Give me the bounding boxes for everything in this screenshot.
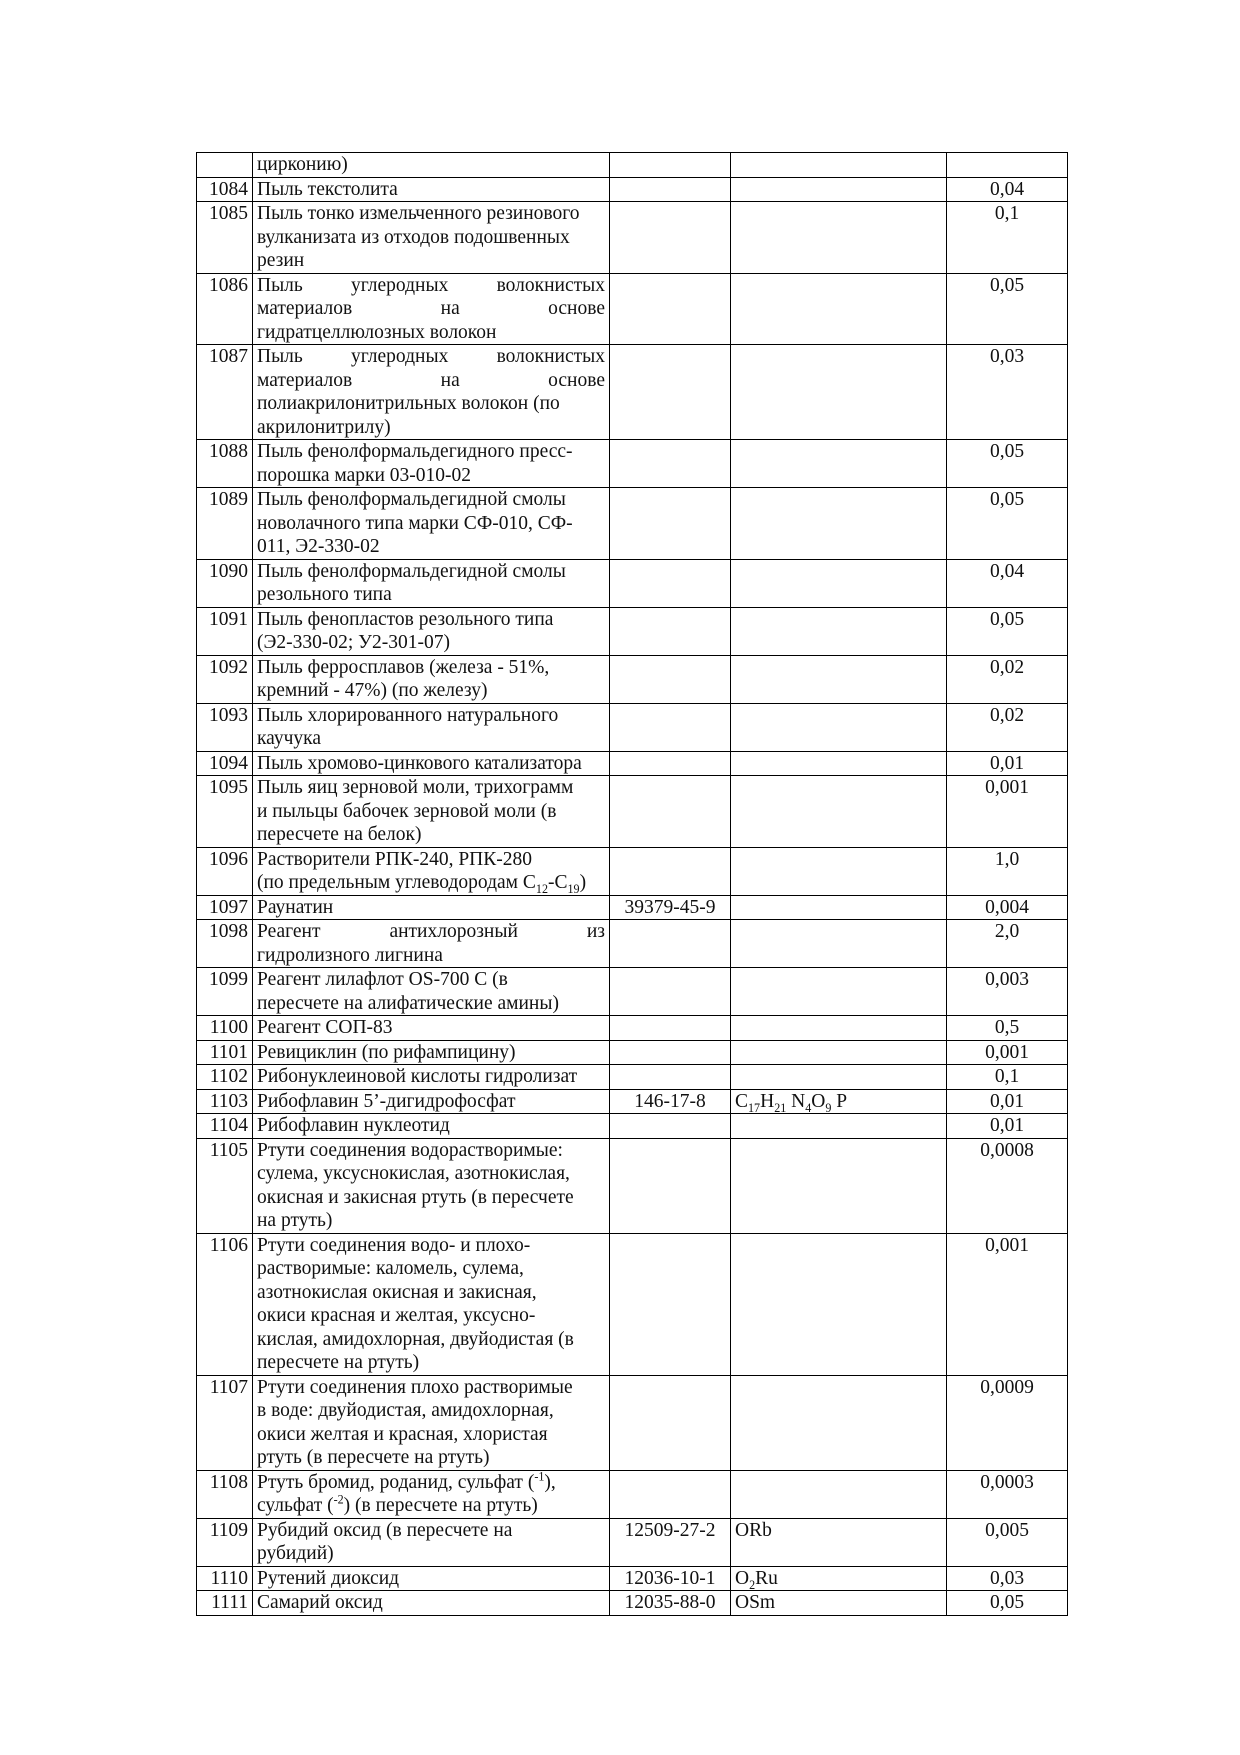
substance-name-line: гидролизного лигнина <box>257 944 443 966</box>
chemical-formula <box>731 847 947 895</box>
chemical-formula <box>731 895 947 920</box>
limit-value: 0,01 <box>947 751 1068 776</box>
substance-name-line: Растворители РПК-240, РПК-280 <box>257 848 533 870</box>
substance-name-line: 011, Э2-330-02 <box>257 536 380 557</box>
row-number: 1101 <box>197 1040 253 1065</box>
row-number: 1107 <box>197 1375 253 1470</box>
substance-name <box>253 751 610 776</box>
table-row <box>197 751 1068 776</box>
limit-value: 0,004 <box>947 895 1068 920</box>
substance-name-line: Рутений диоксид <box>257 1567 400 1589</box>
cas-number: 146-17-8 <box>610 1089 731 1114</box>
cas-number <box>610 751 731 776</box>
row-number: 1090 <box>197 559 253 607</box>
substance-name-line: Пыль фенолформальдегидной смолы <box>257 489 566 510</box>
chemical-formula: $C_{17}H_{21}$ $N_4O_9$ P <box>731 1089 947 1114</box>
substance-name <box>253 559 610 607</box>
substance-name <box>253 1114 610 1139</box>
substance-name <box>253 1518 610 1566</box>
substance-name-line: Ртути соединения водо- и плохо- <box>257 1234 531 1256</box>
substance-name-line: в воде: двуйодистая, амидохлорная, <box>257 1400 554 1421</box>
limit-value: 0,0008 <box>947 1138 1068 1233</box>
substance-name-line: материалов на основе <box>257 298 605 319</box>
substance-name <box>253 488 610 560</box>
limit-value: 0,04 <box>947 559 1068 607</box>
row-number: 1093 <box>197 703 253 751</box>
substance-name-line: Ртуть бромид, роданид, сульфат ($^{-1}$), <box>257 1469 556 1493</box>
limit-value: 0,03 <box>947 1566 1068 1591</box>
substance-name-line: пересчете на белок) <box>257 824 422 845</box>
substance-name-line: окисная и закисная ртуть (в пересчете <box>257 1186 574 1208</box>
row-number: 1105 <box>197 1138 253 1233</box>
substance-name <box>253 202 610 274</box>
substance-name <box>253 895 610 920</box>
substance-name-line: Ртути соединения водорастворимые: <box>257 1139 563 1161</box>
chemical-formula <box>731 345 947 440</box>
substance-name-line: рубидий) <box>257 1543 334 1564</box>
substance-name-line: Реагент антихлорозный из <box>257 921 605 942</box>
substance-name-line: Самарий оксид <box>257 1592 383 1613</box>
cas-number <box>610 153 731 178</box>
substance-name-line: Пыль углеродных волокнистых <box>257 274 605 296</box>
substance-name <box>253 1138 610 1233</box>
chemical-formula <box>731 1114 947 1139</box>
substance-name-line: окиси красная и желтая, уксусно- <box>257 1305 536 1326</box>
substance-name-line: кислая, амидохлорная, двуйодистая (в <box>257 1328 574 1350</box>
table-row <box>197 1233 1068 1375</box>
limit-value: 0,0009 <box>947 1375 1068 1470</box>
substance-name-line: Пыль фенолформальдегидной смолы <box>257 560 566 582</box>
substance-name <box>253 776 610 848</box>
cas-number: 12036-10-1 <box>610 1566 731 1591</box>
limit-value: 0,05 <box>947 1591 1068 1616</box>
substance-name-line: Пыль текстолита <box>257 178 398 200</box>
substance-name-line: растворимые: каломель, сулема, <box>257 1258 524 1279</box>
table-row <box>197 1591 1068 1616</box>
limit-value: 0,003 <box>947 968 1068 1016</box>
chemical-formula <box>731 655 947 703</box>
row-number: 1087 <box>197 345 253 440</box>
row-number: 1085 <box>197 202 253 274</box>
substances-table <box>196 152 1068 1616</box>
table-row <box>197 1470 1068 1518</box>
substance-name-line: Рибофлавин нуклеотид <box>257 1115 450 1136</box>
substance-name-line: (по предельным углеводородам $C_{12}-C_{19}$) <box>257 872 587 896</box>
chemical-formula <box>731 1065 947 1090</box>
substance-name-line: Рибонуклеиновой кислоты гидролизат <box>257 1066 578 1087</box>
substance-name <box>253 1470 610 1518</box>
substance-name-line: пересчете на алифатические амины) <box>257 992 559 1014</box>
row-number: 1094 <box>197 751 253 776</box>
chemical-formula: OSm <box>731 1591 947 1616</box>
substance-name-line: материалов на основе <box>257 369 605 391</box>
table-row <box>197 776 1068 848</box>
table-row <box>197 1089 1068 1114</box>
row-number: 1104 <box>197 1114 253 1139</box>
table-row <box>197 847 1068 895</box>
cas-number <box>610 1114 731 1139</box>
limit-value: 0,1 <box>947 1065 1068 1090</box>
row-number: 1102 <box>197 1065 253 1090</box>
row-number: 1088 <box>197 440 253 488</box>
table-row <box>197 488 1068 560</box>
table-row <box>197 202 1068 274</box>
row-number: 1097 <box>197 895 253 920</box>
limit-value: 0,001 <box>947 1233 1068 1375</box>
chemical-formula <box>731 1233 947 1375</box>
table-row <box>197 607 1068 655</box>
limit-value: 0,05 <box>947 488 1068 560</box>
substance-name <box>253 920 610 968</box>
limit-value: 0,001 <box>947 776 1068 848</box>
substance-name-line: Рибофлавин 5’-дигидрофосфат <box>257 1090 516 1112</box>
chemical-formula <box>731 153 947 178</box>
cas-number <box>610 1065 731 1090</box>
substance-name-line: Ртути соединения плохо растворимые <box>257 1376 573 1398</box>
cas-number <box>610 1233 731 1375</box>
cas-number <box>610 345 731 440</box>
limit-value: 0,01 <box>947 1114 1068 1139</box>
cas-number <box>610 1470 731 1518</box>
substance-name-line: Пыль хромово-цинкового катализатора <box>257 752 582 774</box>
limit-value: 0,01 <box>947 1089 1068 1114</box>
substance-name-line: азотнокислая окисная и закисная, <box>257 1281 537 1303</box>
cas-number <box>610 1375 731 1470</box>
table-row <box>197 1114 1068 1139</box>
row-number: 1106 <box>197 1233 253 1375</box>
limit-value: 2,0 <box>947 920 1068 968</box>
row-number: 1111 <box>197 1591 253 1616</box>
row-number: 1098 <box>197 920 253 968</box>
limit-value: 1,0 <box>947 847 1068 895</box>
limit-value: 0,02 <box>947 655 1068 703</box>
limit-value: 0,001 <box>947 1040 1068 1065</box>
chemical-formula <box>731 703 947 751</box>
row-number: 1108 <box>197 1470 253 1518</box>
cas-number <box>610 920 731 968</box>
chemical-formula <box>731 488 947 560</box>
chemical-formula <box>731 968 947 1016</box>
chemical-formula <box>731 273 947 345</box>
substance-name-line: Реагент лилафлот OS-700 С (в <box>257 969 508 990</box>
row-number <box>197 153 253 178</box>
row-number: 1096 <box>197 847 253 895</box>
substance-name-line: окиси желтая и красная, хлористая <box>257 1423 548 1445</box>
chemical-formula <box>731 177 947 202</box>
row-number: 1095 <box>197 776 253 848</box>
cas-number <box>610 273 731 345</box>
limit-value: 0,0003 <box>947 1470 1068 1518</box>
chemical-formula <box>731 607 947 655</box>
cas-number <box>610 655 731 703</box>
substance-name-line: на ртуть) <box>257 1210 333 1231</box>
chemical-formula <box>731 559 947 607</box>
substance-name <box>253 607 610 655</box>
substance-name <box>253 345 610 440</box>
chemical-formula <box>731 1040 947 1065</box>
table-row <box>197 1566 1068 1591</box>
substance-name-line: и пыльцы бабочек зерновой моли (в <box>257 800 557 822</box>
table-row <box>197 895 1068 920</box>
substance-name-line: Раунатин <box>257 896 334 918</box>
table-row <box>197 153 1068 178</box>
substance-name-line: порошка марки 03-010-02 <box>257 464 472 486</box>
table-row <box>197 655 1068 703</box>
cas-number <box>610 202 731 274</box>
substance-name <box>253 440 610 488</box>
limit-value: 0,1 <box>947 202 1068 274</box>
substance-name <box>253 1065 610 1090</box>
limit-value <box>947 153 1068 178</box>
cas-number: 12509-27-2 <box>610 1518 731 1566</box>
row-number: 1109 <box>197 1518 253 1566</box>
chemical-formula: $O_2Ru$ <box>731 1566 947 1591</box>
substance-name-line: Пыль фенолформальдегидного пресс- <box>257 441 573 462</box>
cas-number <box>610 559 731 607</box>
row-number: 1099 <box>197 968 253 1016</box>
substance-name-line: ртуть (в пересчете на ртуть) <box>257 1447 490 1468</box>
substance-name <box>253 1591 610 1616</box>
substance-name-line: Пыль хлорированного натурального <box>257 704 559 726</box>
substance-name-line: Пыль ферросплавов (железа - 51%, <box>257 656 550 678</box>
substance-name-line: акрилонитрилу) <box>257 416 391 438</box>
substance-name-line: Пыль фенопластов резольного типа <box>257 608 554 630</box>
substance-name-line: Рубидий оксид (в пересчете на <box>257 1519 513 1541</box>
substance-name <box>253 1233 610 1375</box>
substance-name <box>253 1016 610 1041</box>
chemical-formula <box>731 1016 947 1041</box>
table-row <box>197 1138 1068 1233</box>
cas-number <box>610 1138 731 1233</box>
substance-name-line: Пыль яиц зерновой моли, трихограмм <box>257 777 574 798</box>
substance-name-line: резин <box>257 250 305 271</box>
substance-name <box>253 273 610 345</box>
table-row <box>197 1518 1068 1566</box>
chemical-formula <box>731 440 947 488</box>
cas-number <box>610 1040 731 1065</box>
table-row <box>197 1016 1068 1041</box>
row-number: 1089 <box>197 488 253 560</box>
table-row <box>197 273 1068 345</box>
cas-number <box>610 607 731 655</box>
chemical-formula <box>731 920 947 968</box>
limit-value: 0,02 <box>947 703 1068 751</box>
limit-value: 0,05 <box>947 440 1068 488</box>
cas-number: 12035-88-0 <box>610 1591 731 1616</box>
table-row <box>197 559 1068 607</box>
row-number: 1100 <box>197 1016 253 1041</box>
limit-value: 0,03 <box>947 345 1068 440</box>
substance-name-line: Реагент СОП-83 <box>257 1017 393 1038</box>
substance-name-line: Ревициклин (по рифампицину) <box>257 1041 516 1063</box>
cas-number: 39379-45-9 <box>610 895 731 920</box>
chemical-formula <box>731 751 947 776</box>
table-row <box>197 440 1068 488</box>
chemical-formula: ORb <box>731 1518 947 1566</box>
table-row <box>197 345 1068 440</box>
substance-name-line: каучука <box>257 728 321 749</box>
chemical-formula <box>731 202 947 274</box>
limit-value: 0,05 <box>947 607 1068 655</box>
substance-name <box>253 153 610 178</box>
row-number: 1084 <box>197 177 253 202</box>
cas-number <box>610 488 731 560</box>
cas-number <box>610 703 731 751</box>
limit-value: 0,5 <box>947 1016 1068 1041</box>
cas-number <box>610 847 731 895</box>
row-number: 1091 <box>197 607 253 655</box>
cas-number <box>610 1016 731 1041</box>
table-row <box>197 1040 1068 1065</box>
cas-number <box>610 776 731 848</box>
table-row <box>197 177 1068 202</box>
substance-name-line: полиакрилонитрильных волокон (по <box>257 393 560 414</box>
substance-name-line: резольного типа <box>257 584 392 605</box>
chemical-formula <box>731 1470 947 1518</box>
limit-value: 0,005 <box>947 1518 1068 1566</box>
table-row <box>197 1065 1068 1090</box>
substance-name <box>253 703 610 751</box>
substance-name-line: новолачного типа марки СФ-010, СФ- <box>257 512 573 534</box>
limit-value: 0,05 <box>947 273 1068 345</box>
cas-number <box>610 968 731 1016</box>
substance-name-line: кремний - 47%) (по железу) <box>257 680 488 701</box>
substance-name <box>253 655 610 703</box>
substance-name-line: (Э2-330-02; У2-301-07) <box>257 632 450 653</box>
table-row <box>197 1375 1068 1470</box>
substance-name-line: пересчете на ртуть) <box>257 1352 420 1373</box>
substance-name <box>253 847 610 895</box>
substance-name <box>253 177 610 202</box>
substance-name-line: гидратцеллюлозных волокон <box>257 321 497 343</box>
table-row <box>197 920 1068 968</box>
row-number: 1103 <box>197 1089 253 1114</box>
substance-name-line: Пыль тонко измельченного резинового <box>257 203 580 224</box>
substance-name <box>253 968 610 1016</box>
substance-name-line: сулема, уксуснокислая, азотнокислая, <box>257 1163 570 1184</box>
cas-number <box>610 440 731 488</box>
row-number: 1110 <box>197 1566 253 1591</box>
chemical-formula <box>731 1375 947 1470</box>
table-row <box>197 968 1068 1016</box>
cas-number <box>610 177 731 202</box>
substance-name-line: вулканизата из отходов подошвенных <box>257 226 570 248</box>
substance-name-line: сульфат ($^{-2}$) (в пересчете на ртуть) <box>257 1492 538 1516</box>
substance-name-line: Пыль углеродных волокнистых <box>257 346 605 367</box>
substance-name <box>253 1089 610 1114</box>
substance-name <box>253 1375 610 1470</box>
chemical-formula <box>731 776 947 848</box>
limit-value: 0,04 <box>947 177 1068 202</box>
row-number: 1092 <box>197 655 253 703</box>
substance-name-line: цирконию) <box>257 154 348 175</box>
table-body <box>197 153 1068 1616</box>
substance-name <box>253 1566 610 1591</box>
chemical-formula <box>731 1138 947 1233</box>
substance-name <box>253 1040 610 1065</box>
table-row <box>197 703 1068 751</box>
row-number: 1086 <box>197 273 253 345</box>
